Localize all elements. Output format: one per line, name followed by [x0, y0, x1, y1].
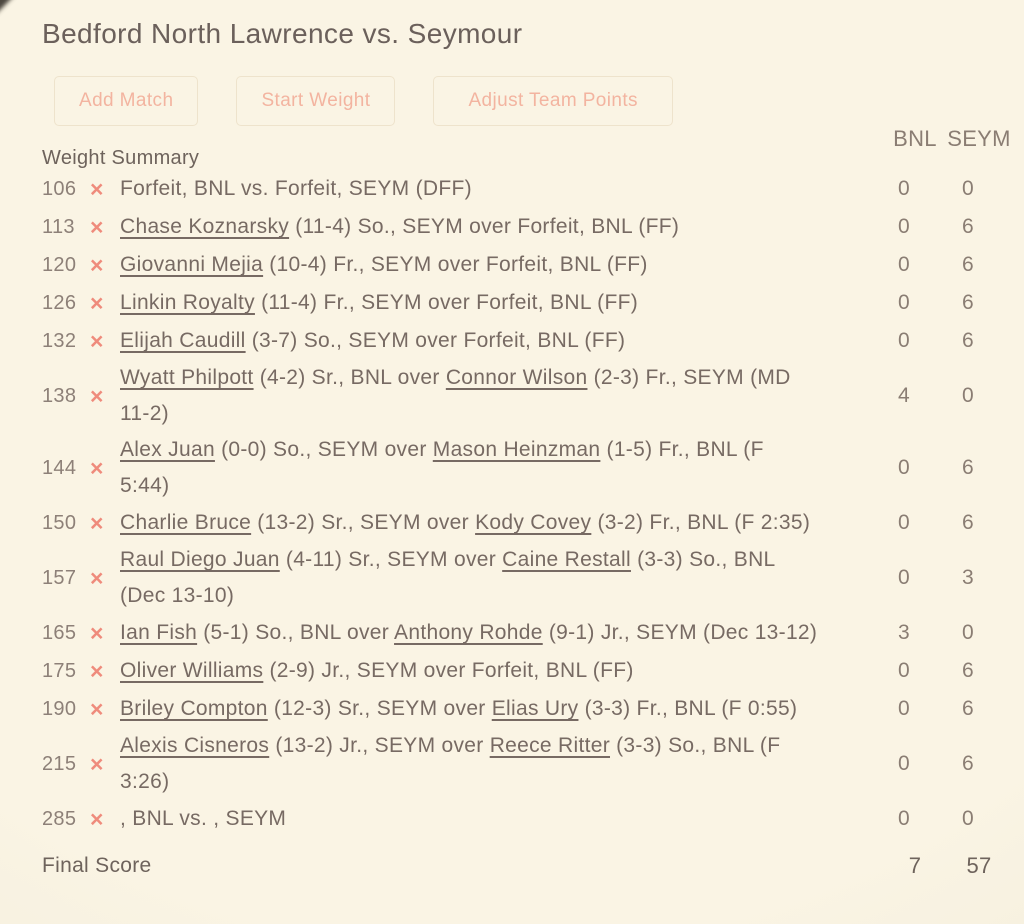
seym-score: 6	[962, 215, 974, 238]
delete-match-icon[interactable]: ×	[90, 328, 104, 354]
table-row	[42, 614, 1014, 652]
wrestler-link[interactable]: Linkin Royalty	[120, 291, 255, 314]
delete-match-icon[interactable]: ×	[90, 252, 104, 278]
weight-class-label: 157	[42, 566, 77, 589]
bnl-score: 0	[898, 456, 910, 479]
table-row	[42, 170, 1014, 208]
wrestler-link[interactable]: Giovanni Mejia	[120, 253, 264, 276]
table-row	[42, 800, 1014, 838]
weight-class-label: 215	[42, 752, 77, 775]
bnl-score: 0	[898, 253, 910, 276]
wrestler-link[interactable]: Charlie Bruce	[120, 511, 252, 534]
wrestler-link[interactable]: Ian Fish	[120, 621, 198, 644]
page-title: Bedford North Lawrence vs. Seymour	[42, 18, 523, 49]
match-text: (11-4) So., SEYM over Forfeit, BNL (FF)	[289, 215, 680, 238]
wrestler-link[interactable]: Elias Ury	[491, 697, 579, 720]
bnl-score: 3	[898, 621, 910, 644]
delete-match-icon[interactable]: ×	[90, 565, 104, 591]
table-row	[42, 246, 1014, 284]
wrestler-link[interactable]: Mason Heinzman	[432, 438, 601, 461]
delete-match-icon[interactable]: ×	[90, 696, 104, 722]
wrestler-link[interactable]: Caine Restall	[502, 548, 631, 571]
match-text: (11-4) Fr., SEYM over Forfeit, BNL (FF)	[254, 291, 638, 314]
match-text: (0-0) So., SEYM over	[214, 438, 433, 461]
weight-class-label: 126	[42, 291, 77, 314]
match-description	[120, 285, 875, 321]
wrestler-link[interactable]: Kody Covey	[475, 511, 592, 534]
delete-match-icon[interactable]: ×	[90, 510, 104, 536]
match-description	[120, 615, 875, 651]
match-text: (12-3) Sr., SEYM over	[267, 697, 492, 720]
match-description	[120, 432, 875, 504]
table-row	[42, 208, 1014, 246]
weight-class-label: 190	[42, 697, 77, 720]
bnl-score: 0	[898, 511, 910, 534]
seym-score: 0	[962, 621, 974, 644]
table-row	[42, 322, 1014, 360]
match-description	[120, 171, 875, 207]
table-row	[42, 652, 1014, 690]
match-text: 3:26)	[120, 770, 170, 793]
match-text: (3-3) Fr., BNL (F 0:55)	[578, 697, 798, 720]
weight-class-label: 175	[42, 659, 77, 682]
match-text: (13-2) Jr., SEYM over	[269, 734, 490, 757]
weight-class-label: 150	[42, 511, 77, 534]
delete-match-icon[interactable]: ×	[90, 455, 104, 481]
bnl-score: 0	[898, 215, 910, 238]
seym-score: 0	[962, 807, 974, 830]
match-text: (2-3) Fr., SEYM (MD	[587, 366, 791, 389]
weight-class-label: 165	[42, 621, 77, 644]
bnl-score: 0	[898, 177, 910, 200]
seym-score: 6	[962, 697, 974, 720]
match-rows	[42, 170, 1014, 838]
match-text: (4-2) Sr., BNL over	[253, 366, 446, 389]
weight-class-label: 285	[42, 807, 77, 830]
weight-class-label: 132	[42, 329, 77, 352]
match-description	[120, 209, 875, 245]
bnl-score: 0	[898, 752, 910, 775]
wrestler-link[interactable]: Chase Koznarsky	[120, 215, 290, 238]
match-text: (13-2) Sr., SEYM over	[251, 511, 476, 534]
table-row	[42, 504, 1014, 542]
match-text: (10-4) Fr., SEYM over Forfeit, BNL (FF)	[263, 253, 648, 276]
wrestler-link[interactable]: Alex Juan	[120, 438, 215, 461]
bnl-score: 0	[898, 659, 910, 682]
add-match-button[interactable]: Add Match	[54, 76, 198, 126]
match-description	[120, 728, 875, 800]
match-description	[120, 505, 875, 541]
weight-class-label: 113	[42, 215, 75, 238]
delete-match-icon[interactable]: ×	[90, 176, 104, 202]
seym-score: 6	[962, 511, 974, 534]
match-text: (3-3) So., BNL (F	[610, 734, 781, 757]
match-description	[120, 542, 875, 614]
seym-score: 0	[962, 177, 974, 200]
seym-score: 6	[962, 752, 974, 775]
bnl-score: 0	[898, 291, 910, 314]
match-description	[120, 653, 875, 689]
start-weight-button[interactable]: Start Weight	[236, 76, 395, 126]
match-text: 5:44)	[120, 474, 170, 497]
final-bnl-score: 7	[908, 853, 922, 878]
match-description	[120, 247, 875, 283]
seym-score: 3	[962, 566, 974, 589]
column-header-bnl: BNL	[893, 126, 937, 151]
match-description	[120, 691, 875, 727]
match-text: , BNL vs. , SEYM	[120, 807, 287, 830]
toolbar	[54, 76, 1014, 126]
final-score-label: Final Score	[42, 854, 152, 877]
match-text: 11-2)	[120, 402, 169, 425]
wrestler-link[interactable]: Connor Wilson	[445, 366, 588, 389]
weight-class-label: 144	[42, 456, 77, 479]
match-text: Forfeit, BNL vs. Forfeit, SEYM (DFF)	[120, 177, 472, 200]
match-text: (5-1) So., BNL over	[197, 621, 395, 644]
match-text: (Dec 13-10)	[120, 584, 235, 607]
match-text: (3-3) So., BNL	[630, 548, 776, 571]
table-row	[42, 284, 1014, 322]
table-header	[42, 126, 1014, 170]
final-seym-score: 57	[966, 853, 992, 878]
match-text: (2-9) Jr., SEYM over Forfeit, BNL (FF)	[263, 659, 634, 682]
seym-score: 6	[962, 253, 974, 276]
match-text: (9-1) Jr., SEYM (Dec 13-12)	[542, 621, 818, 644]
wrestler-link[interactable]: Elijah Caudill	[120, 329, 246, 352]
table-row	[42, 690, 1014, 728]
weight-summary-label: Weight Summary	[42, 147, 200, 169]
delete-match-icon[interactable]: ×	[90, 751, 104, 777]
bnl-score: 0	[898, 329, 910, 352]
final-score-row	[42, 844, 1014, 888]
wrestler-link[interactable]: Reece Ritter	[489, 734, 610, 757]
delete-match-icon[interactable]: ×	[90, 620, 104, 646]
wrestler-link[interactable]: Raul Diego Juan	[120, 548, 280, 571]
table-row	[42, 542, 1014, 614]
weight-class-label: 138	[42, 384, 77, 407]
wrestler-link[interactable]: Wyatt Philpott	[120, 366, 254, 389]
bnl-score: 0	[898, 807, 910, 830]
wrestler-link[interactable]: Briley Compton	[120, 697, 268, 720]
weight-class-label: 120	[42, 253, 77, 276]
seym-score: 6	[962, 291, 974, 314]
wrestler-link[interactable]: Oliver Williams	[120, 659, 264, 682]
delete-match-icon[interactable]: ×	[90, 290, 104, 316]
match-description	[120, 360, 875, 432]
column-header-seym: SEYM	[947, 126, 1011, 151]
delete-match-icon[interactable]: ×	[90, 806, 104, 832]
table-row	[42, 360, 1014, 432]
delete-match-icon[interactable]: ×	[90, 214, 104, 240]
seym-score: 6	[962, 659, 974, 682]
table-row	[42, 432, 1014, 504]
match-text: (3-2) Fr., BNL (F 2:35)	[591, 511, 811, 534]
bnl-score: 4	[898, 384, 910, 407]
match-text: (3-7) So., SEYM over Forfeit, BNL (FF)	[245, 329, 626, 352]
match-description	[120, 323, 875, 359]
bnl-score: 0	[898, 566, 910, 589]
seym-score: 0	[962, 384, 974, 407]
bnl-score: 0	[898, 697, 910, 720]
wrestler-link[interactable]: Anthony Rohde	[394, 621, 543, 644]
wrestler-link[interactable]: Alexis Cisneros	[120, 734, 270, 757]
match-text: (1-5) Fr., BNL (F	[600, 438, 764, 461]
delete-match-icon[interactable]: ×	[90, 383, 104, 409]
match-text: (4-11) Sr., SEYM over	[279, 548, 503, 571]
seym-score: 6	[962, 329, 974, 352]
table-row	[42, 728, 1014, 800]
match-description	[120, 801, 875, 837]
delete-match-icon[interactable]: ×	[90, 658, 104, 684]
weight-class-label: 106	[42, 177, 77, 200]
seym-score: 6	[962, 456, 974, 479]
adjust-team-points-button[interactable]: Adjust Team Points	[433, 76, 673, 126]
